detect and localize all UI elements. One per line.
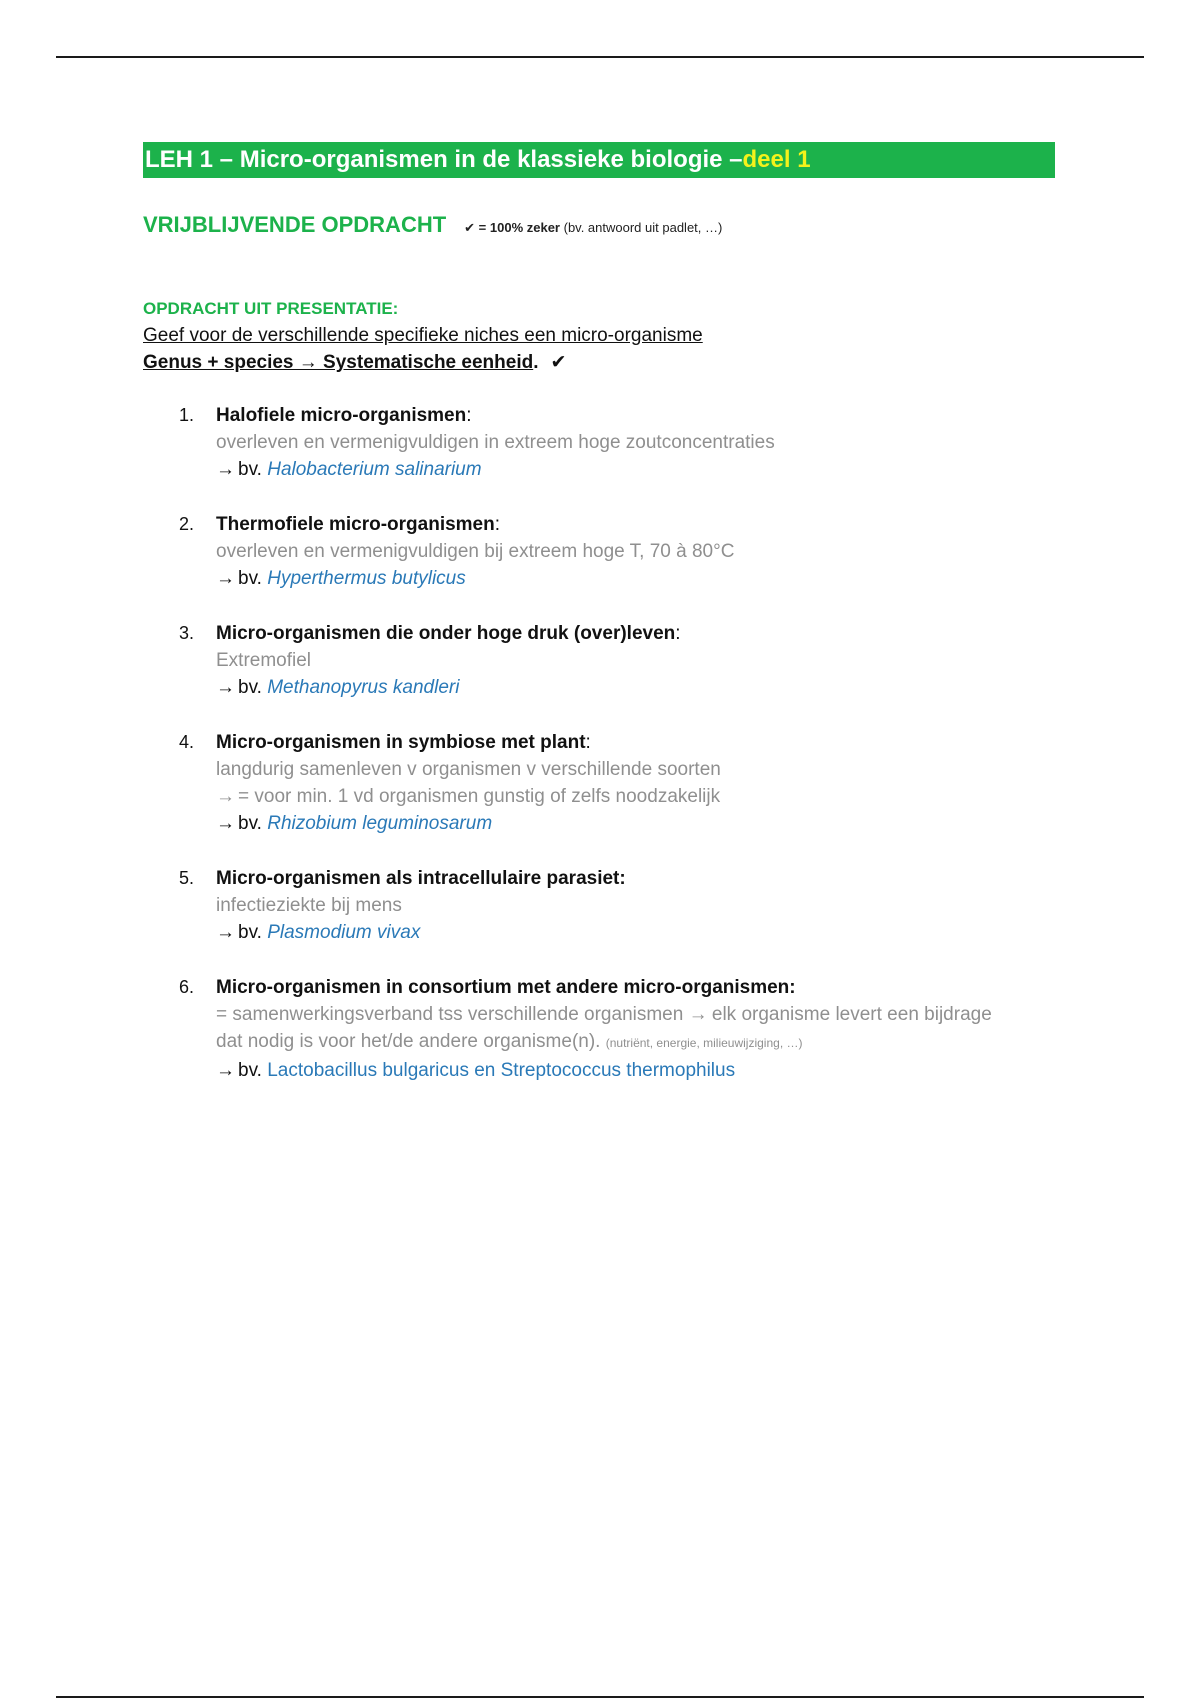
title-main: LEH 1 – Micro-organismen in de klassieke biologie – <box>145 146 743 173</box>
example-prefix: bv. <box>238 922 268 943</box>
item-heading <box>216 729 1055 756</box>
item-description <box>216 1001 1055 1028</box>
footer-rule <box>56 1696 1144 1698</box>
assignment-heading: OPDRACHT UIT PRESENTATIE: <box>143 299 399 318</box>
item-number: 4. <box>179 732 195 752</box>
item-example <box>216 919 1055 946</box>
item-heading: Micro-organismen als intracellulaire parasiet: <box>216 868 626 889</box>
item-example <box>216 456 1055 483</box>
example-prefix: bv. <box>238 813 268 834</box>
document-body <box>143 142 1055 1112</box>
example-prefix: bv. <box>238 677 268 698</box>
section-header <box>143 212 1055 238</box>
item-heading-text: Micro-organismen in symbiose met plant <box>216 732 586 753</box>
assignment-subline-period: . <box>533 352 539 373</box>
legend-rest: (bv. antwoord uit padlet, …) <box>560 220 723 235</box>
item-heading-text: Halofiele micro-organismen <box>216 405 467 426</box>
example-prefix: bv. <box>238 1060 268 1081</box>
section-title: VRIJBLIJVENDE OPDRACHT <box>143 212 447 237</box>
item-heading-suffix: : <box>494 514 501 535</box>
item-heading <box>216 620 1055 647</box>
example-prefix: bv. <box>238 459 268 480</box>
item-heading-text: Micro-organismen die onder hoge druk (over)leven <box>216 623 676 644</box>
header-rule <box>56 56 1144 58</box>
item-heading <box>216 402 1055 429</box>
item-number: 2. <box>179 514 195 534</box>
item-example <box>216 565 1055 592</box>
assignment-block <box>143 296 1055 376</box>
item-description-continued: elk organisme levert een bijdrage <box>706 1004 992 1025</box>
example-prefix: bv. <box>238 568 268 589</box>
item-description: Extremofiel <box>216 650 312 671</box>
item-description-2 <box>216 783 1055 810</box>
species-name: Lactobacillus bulgaricus en Streptococcus thermophilus <box>267 1060 736 1081</box>
list-item <box>143 865 1055 946</box>
item-heading-text: Thermofiele micro-organismen <box>216 514 495 535</box>
item-description: overleven en vermenigvuldigen bij extreem hoge T, 70 à 80°C <box>216 541 735 562</box>
assignment-subline-text: Genus + species → Systematische eenheid <box>143 352 534 373</box>
species-name: Halobacterium salinarium <box>267 459 482 480</box>
check-icon: ✔ <box>464 220 476 235</box>
species-name: Rhizobium leguminosarum <box>267 813 493 834</box>
item-number: 6. <box>179 977 195 997</box>
list-item <box>143 974 1055 1084</box>
item-example <box>216 674 1055 701</box>
item-description-2 <box>216 1028 1055 1057</box>
item-description-text: = samenwerkingsverband tss verschillende organismen <box>216 1004 684 1025</box>
niche-list <box>143 402 1055 1084</box>
arrow-right-icon: → <box>216 786 235 807</box>
legend <box>464 220 722 236</box>
list-item <box>143 402 1055 483</box>
legend-bold: = 100% zeker <box>475 220 560 235</box>
item-heading-suffix: : <box>466 405 472 426</box>
assignment-subline <box>143 349 1055 376</box>
list-item <box>143 729 1055 837</box>
arrow-right-icon: → <box>216 922 235 943</box>
title-highlight: deel 1 <box>742 146 811 173</box>
arrow-right-icon: → <box>216 1060 235 1081</box>
item-number: 3. <box>179 623 195 643</box>
item-description-2-text: dat nodig is voor het/de andere organisme(n). <box>216 1031 606 1052</box>
item-example <box>216 1057 1055 1084</box>
arrow-right-icon: → <box>216 813 235 834</box>
species-name: Hyperthermus butylicus <box>267 568 466 589</box>
check-icon: ✔ <box>550 352 567 373</box>
species-name: Plasmodium vivax <box>267 922 421 943</box>
item-heading: Micro-organismen in consortium met andere micro-organismen: <box>216 977 796 998</box>
document-title <box>143 142 1055 178</box>
item-description: overleven en vermenigvuldigen in extreem hoge zoutconcentraties <box>216 432 775 453</box>
species-name: Methanopyrus kandleri <box>267 677 460 698</box>
arrow-right-icon: → <box>216 459 235 480</box>
list-item <box>143 620 1055 701</box>
item-number: 5. <box>179 868 195 888</box>
arrow-right-icon: → <box>216 568 235 589</box>
item-description-2-text: = voor min. 1 vd organismen gunstig of zelfs noodzakelijk <box>238 786 721 807</box>
item-heading <box>216 511 1055 538</box>
item-example <box>216 810 1055 837</box>
item-heading-suffix: : <box>585 732 591 753</box>
arrow-right-icon: → <box>216 677 235 698</box>
item-description-note: (nutriënt, energie, milieuwijziging, …) <box>605 1036 803 1050</box>
item-number: 1. <box>179 405 195 425</box>
item-description: infectieziekte bij mens <box>216 895 402 916</box>
assignment-instruction: Geef voor de verschillende specifieke niches een micro-organisme <box>143 325 703 346</box>
item-description: langdurig samenleven v organismen v verschillende soorten <box>216 759 721 780</box>
arrow-right-icon: → <box>688 1004 708 1025</box>
list-item <box>143 511 1055 592</box>
item-heading-suffix: : <box>675 623 681 644</box>
